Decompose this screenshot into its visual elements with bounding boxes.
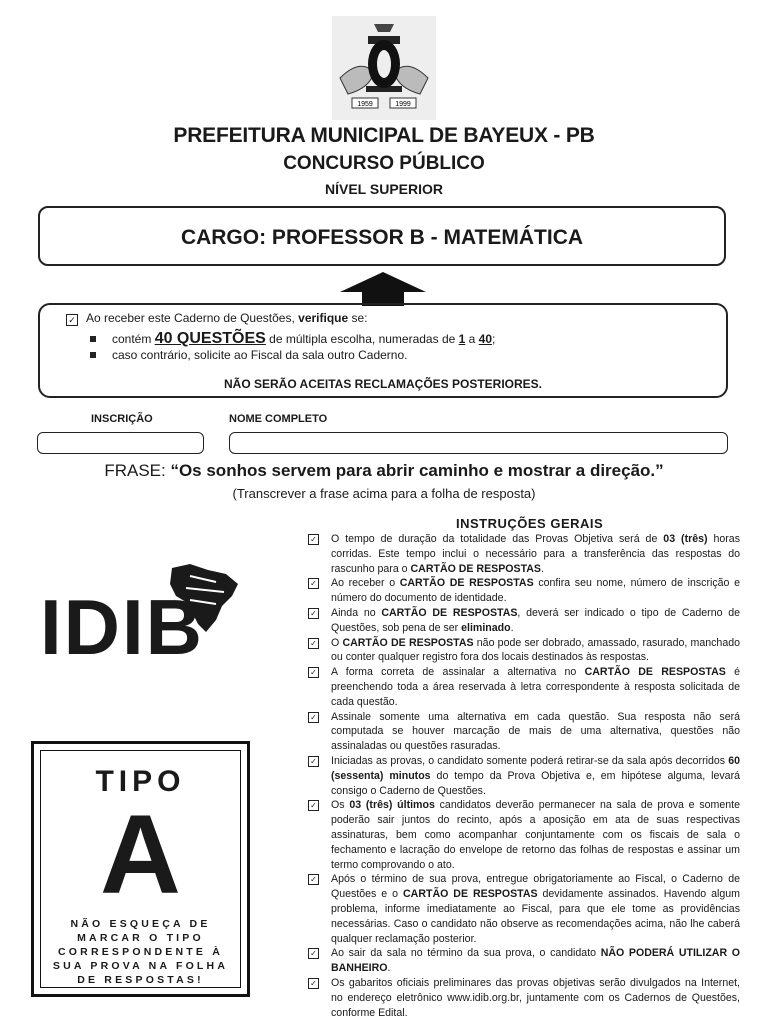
instruction-text: CARTÃO DE RESPOSTAS: [410, 562, 541, 575]
instruction-text: Ao sair da sala no término da sua prova, o candidato: [331, 947, 601, 960]
checkbox-icon: ✓: [308, 667, 319, 678]
instruction-item: [308, 532, 740, 576]
instruction-item: [308, 754, 740, 798]
checkbox-icon: ✓: [308, 638, 319, 649]
instruction-text: Os gabaritos oficiais preliminares das provas objetivas serão divulgados na Internet, no endereço eletrônico www.idib.org.br, juntamente com os Cadernos de Questões, conforme Edital.: [331, 976, 740, 1019]
instruction-text: é preenchendo toda a área reservada à letra correspondente à resposta solicitada de cada questão.: [331, 666, 740, 708]
verify-intro: ✓ Ao receber este Caderno de Questões, verifique se:: [66, 311, 368, 326]
instruction-text: NÃO PODERÁ UTILIZAR O BANHEIRO: [331, 947, 741, 975]
instruction-item: [308, 872, 740, 946]
instruction-text: .: [387, 962, 391, 975]
checkbox-icon: ✓: [308, 534, 319, 545]
checkbox-icon: ✓: [308, 978, 319, 989]
checkbox-icon: ✓: [308, 874, 319, 885]
instruction-text: Após o término de sua prova, entregue obrigatoriamente ao Fiscal, o Caderno de Questões e o: [331, 873, 740, 901]
phrase-text: “Os sonhos servem para abrir caminho e mostrar a direção.”: [170, 461, 664, 480]
instruction-item: [308, 636, 740, 666]
instruction-text: .: [510, 621, 514, 634]
cargo-title: CARGO: PROFESSOR B - MATEMÁTICA: [180, 226, 584, 249]
instruction-text: confira seu nome, número de inscrição e número do documento de identidade.: [331, 577, 740, 605]
bullet-icon: [90, 352, 96, 358]
inscricao-label: INSCRIÇÃO: [91, 413, 153, 425]
bullet-icon: [90, 336, 96, 342]
instruction-item: [308, 710, 740, 754]
page-subtitle: CONCURSO PÚBLICO: [283, 153, 485, 174]
checkbox-icon: ✓: [308, 608, 319, 619]
instruction-text: , deverá ser indicado o tipo de Caderno de Questões, sob pena de ser: [331, 606, 740, 634]
arrow-up-icon: [340, 272, 426, 306]
checkbox-icon: ✓: [308, 756, 319, 767]
instruction-text: .: [541, 562, 544, 575]
verify-warning: NÃO SERÃO ACEITAS RECLAMAÇÕES POSTERIORES.: [223, 377, 543, 391]
instruction-text: do tempo da Prova Objetiva e, em hipótese alguma, levará consigo o Caderno de Questões.: [331, 769, 740, 797]
tipo-inner-border: [40, 750, 241, 988]
municipal-seal-icon: [330, 14, 438, 122]
phrase-instruction: (Transcrever a frase acima para a folha de resposta): [232, 486, 536, 501]
cargo-box: [38, 206, 726, 266]
instruction-text: Os: [331, 799, 350, 812]
instruction-text: horas corridas. Este tempo inclui o necessário para a transferência das respostas do rascunho para o: [331, 533, 740, 575]
instructions-list: [308, 532, 740, 1020]
instruction-text: CARTÃO DE RESPOSTAS: [584, 666, 726, 679]
level-label: NÍVEL SUPERIOR: [325, 181, 443, 197]
verify-bullet-count: contém 40 QUESTÕES de múltipla escolha, numeradas de 1 a 40;: [90, 330, 495, 348]
instruction-text: 03 (três): [663, 533, 708, 545]
instruction-text: CARTÃO DE RESPOSTAS: [403, 888, 538, 901]
checkbox-icon: ✓: [308, 800, 319, 811]
page-title: PREFEITURA MUNICIPAL DE BAYEUX - PB: [173, 124, 595, 147]
instruction-text: eliminado: [461, 621, 511, 634]
instructions-title: INSTRUÇÕES GERAIS: [456, 516, 604, 531]
idib-logo: [40, 562, 240, 660]
tipo-word: TIPO: [95, 765, 186, 798]
seal-year-right: 1999: [395, 101, 411, 108]
instruction-text: Ainda no: [331, 606, 382, 619]
phrase-label: FRASE:: [104, 461, 171, 480]
instruction-item: [308, 665, 740, 709]
seal-year-left: 1959: [357, 101, 373, 108]
instruction-text: O: [331, 636, 343, 649]
instruction-text: O tempo de duração da totalidade das Provas Objetiva será de: [331, 533, 664, 545]
tipo-box: [31, 741, 250, 997]
instruction-item: [308, 798, 740, 872]
nome-field[interactable]: [229, 432, 728, 454]
instruction-text: Iniciadas as provas, o candidato somente poderá retirar-se da sala após decorridos: [331, 754, 729, 767]
checkbox-icon: ✓: [308, 578, 319, 589]
idib-logo-text: IDIB: [40, 583, 204, 660]
checkbox-icon: ✓: [308, 948, 319, 959]
instruction-text: não pode ser dobrado, amassado, rasurado, manchado ou conter qualquer registro fora dos locais destinados às respostas.: [331, 636, 741, 664]
verify-bullet-other: caso contrário, solicite ao Fiscal da sala outro Caderno.: [90, 348, 407, 362]
tipo-note: NÃO ESQUEÇA DE MARCAR O TIPO CORRESPONDENTE À SUA PROVA NA FOLHA DE RESPOSTAS!: [52, 918, 229, 986]
instruction-item: [308, 946, 740, 976]
instruction-item: [308, 576, 740, 606]
instruction-text: 03 (três) últimos: [349, 799, 435, 812]
instruction-text: Assinale somente uma alternativa em cada questão. Sua resposta não será computada se houver marcação de mais de uma alternativa, questões não assinaladas ou questões rasuradas.: [331, 710, 740, 753]
instruction-item: [308, 976, 740, 1020]
nome-label: NOME COMPLETO: [229, 413, 328, 425]
instruction-text: devidamente assinados. Havendo algum problema, informe imediatamente ao Fiscal, para que ele tome as providências necessárias. Caso o candidato não observe as recomendações acima, não lhe caberá qualquer reclamação posterior.: [331, 888, 740, 945]
phrase: [0, 461, 768, 481]
instruction-text: CARTÃO DE RESPOSTAS: [381, 606, 518, 619]
instruction-text: A forma correta de assinalar a alternativa no: [331, 666, 585, 679]
tipo-letter: A: [100, 792, 181, 917]
instruction-item: [308, 606, 740, 636]
inscricao-field[interactable]: [37, 432, 204, 454]
instruction-text: CARTÃO DE RESPOSTAS: [399, 577, 534, 590]
instruction-text: candidatos deverão permanecer na sala de prova e somente poderão sair juntos do recinto, após a aposição em ata de suas respectivas assinaturas, bem como acompanhar conjuntamente com os fiscais de sala o fechamento e lacração do envelope de retorno das folhas de respostas e assinar um termo comprovando o ato.: [331, 799, 740, 871]
checkbox-icon: ✓: [308, 712, 319, 723]
instruction-text: CARTÃO DE RESPOSTAS: [342, 636, 474, 649]
checkbox-icon: ✓: [66, 314, 78, 326]
instruction-text: Ao receber o: [331, 577, 400, 590]
verify-box: [38, 303, 728, 398]
instruction-text: 60 (sessenta) minutos: [331, 754, 740, 782]
